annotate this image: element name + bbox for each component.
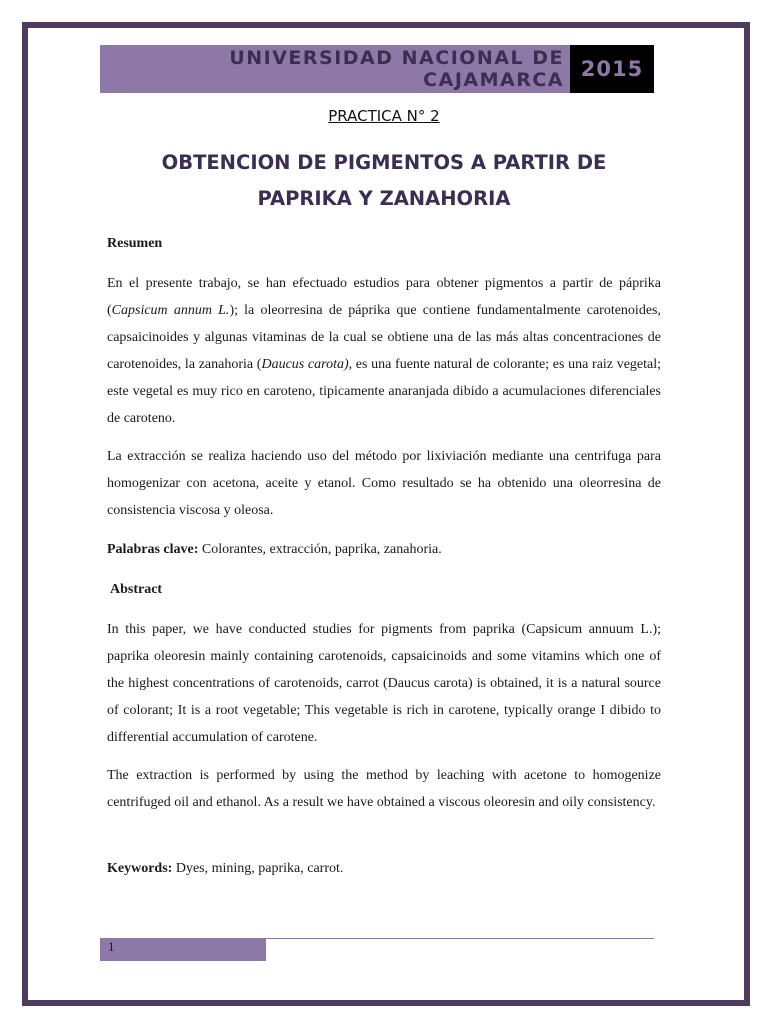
resumen-p1-species-paprika: Capsicum annum L. <box>111 303 230 318</box>
resumen-keywords-label: Palabras clave: <box>107 542 199 557</box>
page-number: 1 <box>108 939 115 954</box>
university-name-line2: CAJAMARCA <box>423 69 564 91</box>
resumen-heading: Resumen <box>107 236 163 251</box>
header-year: 2015 <box>570 45 654 93</box>
abstract-paragraph-1: In this paper, we have conducted studies for pigments from paprika (Capsicum annuum L.); paprika oleoresin mainly containing carotenoids, capsaicinoids and some vitamins which one of the highest concentrations of carotenoids, carrot (Daucus carota) is obtained, it is a natural source of colorant; It is a root vegetable; This vegetable is rich in carotene, typically orange I dibido to differential accumulation of carotene. <box>107 622 661 745</box>
document-title <box>100 145 668 217</box>
university-name <box>100 45 564 93</box>
university-name-line1: UNIVERSIDAD NACIONAL DE <box>229 47 564 69</box>
resumen-paragraph-2: La extracción se realiza haciendo uso del método por lixiviación mediante una centrifuga para homogenizar con acetona, aceite y etanol. Como resultado se ha obtenido una oleorresina de consistencia viscosa y oleosa. <box>107 449 661 518</box>
footer-band <box>100 939 266 961</box>
practice-number <box>0 107 768 125</box>
practice-number-text: PRACTICA N° 2 <box>328 107 440 125</box>
abstract-keywords <box>107 855 661 882</box>
resumen-p1-part-a: En el presente trabajo, se han efectuado estudios para obtener pigmentos a partir de páprika ( <box>107 276 661 318</box>
resumen-paragraph-1 <box>107 270 661 432</box>
document-title-line1: OBTENCION DE PIGMENTOS A PARTIR DE <box>161 151 607 174</box>
resumen-p1-part-e: , es una fuente natural de colorante; es una raiz vegetal; este vegetal es muy rico en caroteno, tipicamente anaranjada dibido a acumulaciones diferenciales de caroteno. <box>107 357 662 426</box>
abstract-keywords-value: Dyes, mining, paprika, carrot. <box>172 861 344 876</box>
resumen-keywords <box>107 536 661 563</box>
resumen-p1-part-c: ); la oleorresina de páprika que contiene fundamentalmente carotenoides, capsaicinoides y algunas vitaminas de la cual se obtiene una de las más altas concentraciones de carotenoides, la zanahoria ( <box>107 303 661 372</box>
document-title-line2: PAPRIKA Y ZANAHORIA <box>257 187 511 210</box>
abstract-paragraph-2: The extraction is performed by using the method by leaching with acetone to homogenize centrifuged oil and ethanol. As a result we have obtained a viscous oleoresin and oily consistency. <box>107 768 661 810</box>
resumen-keywords-value: Colorantes, extracción, paprika, zanahoria. <box>198 542 442 557</box>
abstract-heading: Abstract <box>110 582 163 597</box>
resumen-p1-species-carrot: Daucus carota) <box>261 357 349 372</box>
abstract-keywords-label: Keywords: <box>107 861 173 876</box>
